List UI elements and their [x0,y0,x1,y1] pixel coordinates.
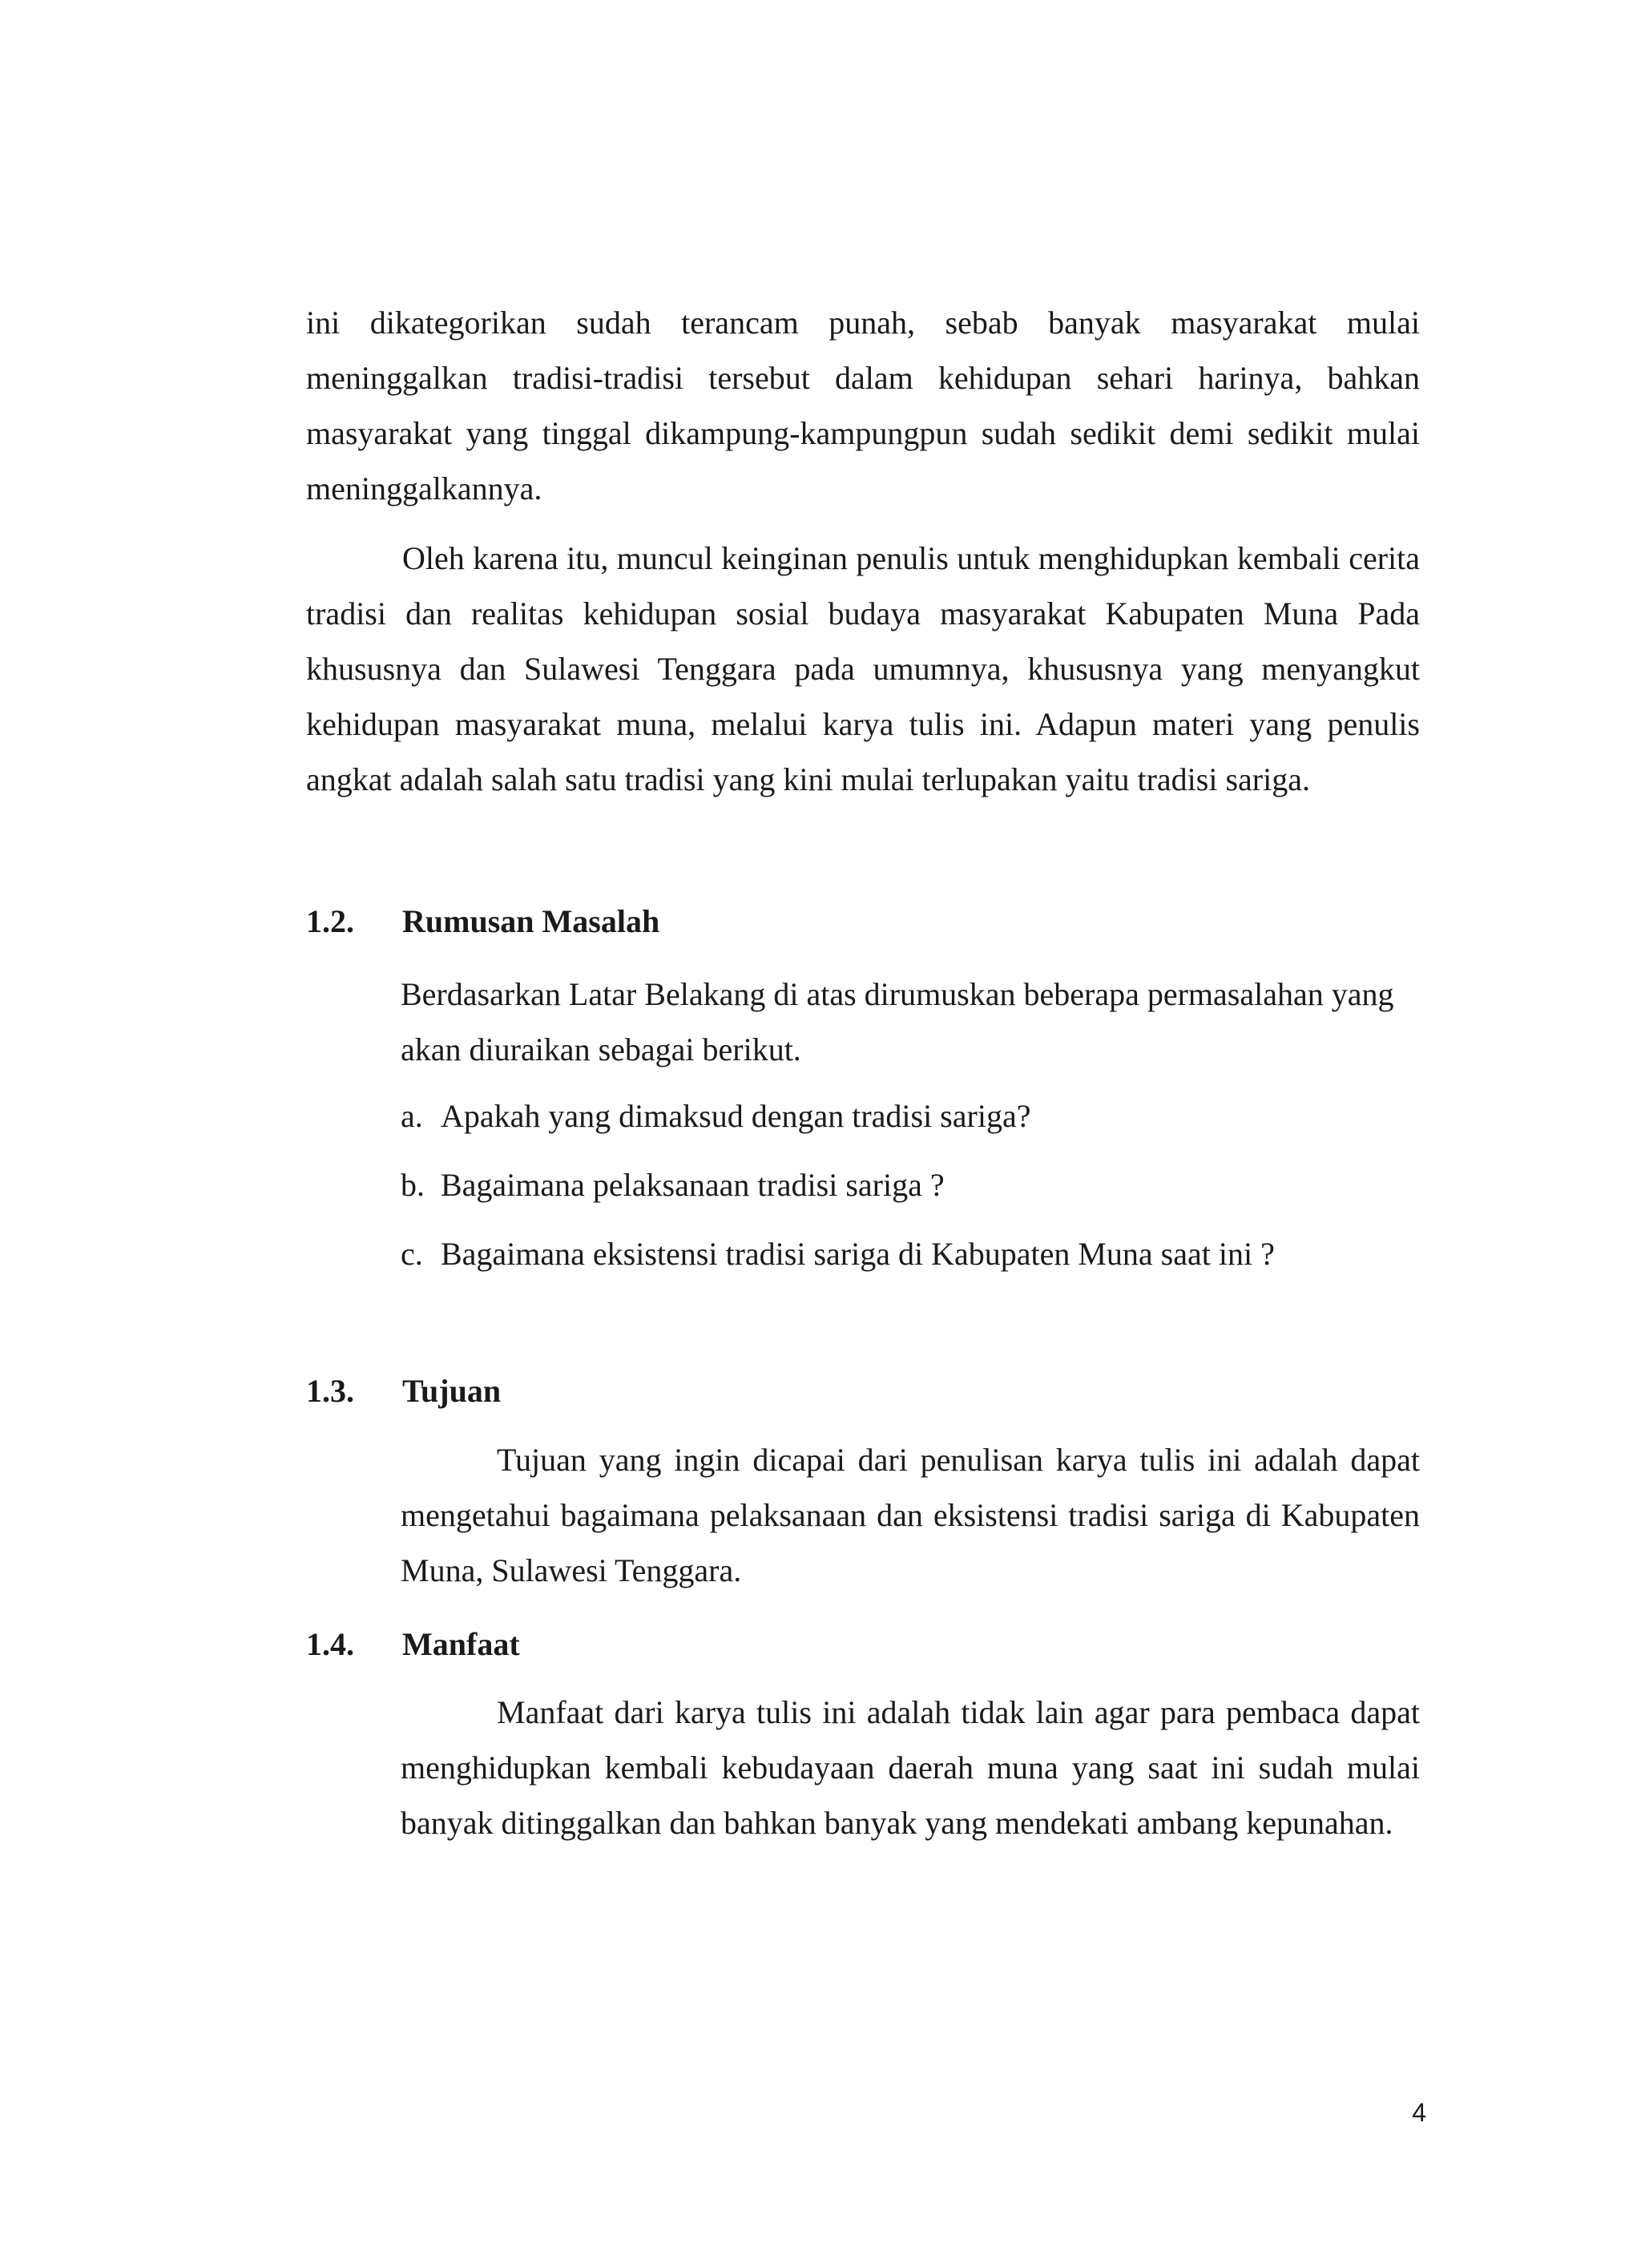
manfaat-paragraph: Manfaat dari karya tulis ini adalah tidak lain agar para pembaca dapat menghidupkan kembali kebudayaan daerah muna yang saat ini sudah mulai banyak ditinggalkan dan bahkan banyak yang mendekati ambang kepunahan. [401,1694,1420,1841]
list-item-text: Apakah yang dimaksud dengan tradisi sariga? [441,1098,1031,1134]
list-item [401,1088,1418,1144]
intro-section [306,295,1420,807]
intro-paragraph-1: ini dikategorikan sudah terancam punah, sebab banyak masyarakat mulai meninggalkan tradisi-tradisi tersebut dalam kehidupan sehari harinya, bahkan masyarakat yang tinggal dikampung-kampungpun sudah sedikit demi sedikit mulai meninggalkannya. [306,305,1420,506]
tujuan-paragraph: Tujuan yang ingin dicapai dari penulisan karya tulis ini adalah dapat mengetahui bagaimana pelaksanaan dan eksistensi tradisi sariga di Kabupaten Muna, Sulawesi Tenggara. [401,1442,1420,1588]
section-title: Rumusan Masalah [402,903,660,939]
section-title: Tujuan [402,1373,502,1409]
intro-paragraph-2: Oleh karena itu, muncul keinginan penulis untuk menghidupkan kembali cerita tradisi dan realitas kehidupan sosial budaya masyarakat Kabupaten Muna Pada khususnya dan Sulawesi Tenggara pada umumnya, khususnya yang menyangkut kehidupan masyarakat muna, melalui karya tulis ini. Adapun materi yang penulis angkat adalah salah satu tradisi yang kini mulai terlupakan yaitu tradisi sariga. [306,540,1420,797]
rumusan-body [401,967,1418,1295]
list-marker: c. [401,1236,423,1272]
section-number: 1.3. [306,1373,354,1409]
page-number: 4 [1412,2098,1426,2127]
rumusan-intro: Berdasarkan Latar Belakang di atas dirumuskan beberapa permasalahan yang akan diuraikan sebagai berikut. [401,976,1394,1067]
section-heading-rumusan [306,902,659,941]
list-item [401,1226,1418,1282]
manfaat-body [401,1685,1420,1850]
tujuan-body [401,1432,1420,1598]
list-marker: a. [401,1098,423,1134]
list-item [401,1157,1418,1213]
section-title: Manfaat [402,1626,520,1662]
list-item-text: Bagaimana eksistensi tradisi sariga di Kabupaten Muna saat ini ? [441,1236,1275,1272]
section-number: 1.4. [306,1626,354,1662]
section-number: 1.2. [306,903,354,939]
section-heading-manfaat [306,1625,520,1664]
list-item-text: Bagaimana pelaksanaan tradisi sariga ? [441,1167,945,1203]
section-heading-tujuan [306,1372,501,1410]
rumusan-list [401,1088,1418,1282]
list-marker: b. [401,1167,425,1203]
